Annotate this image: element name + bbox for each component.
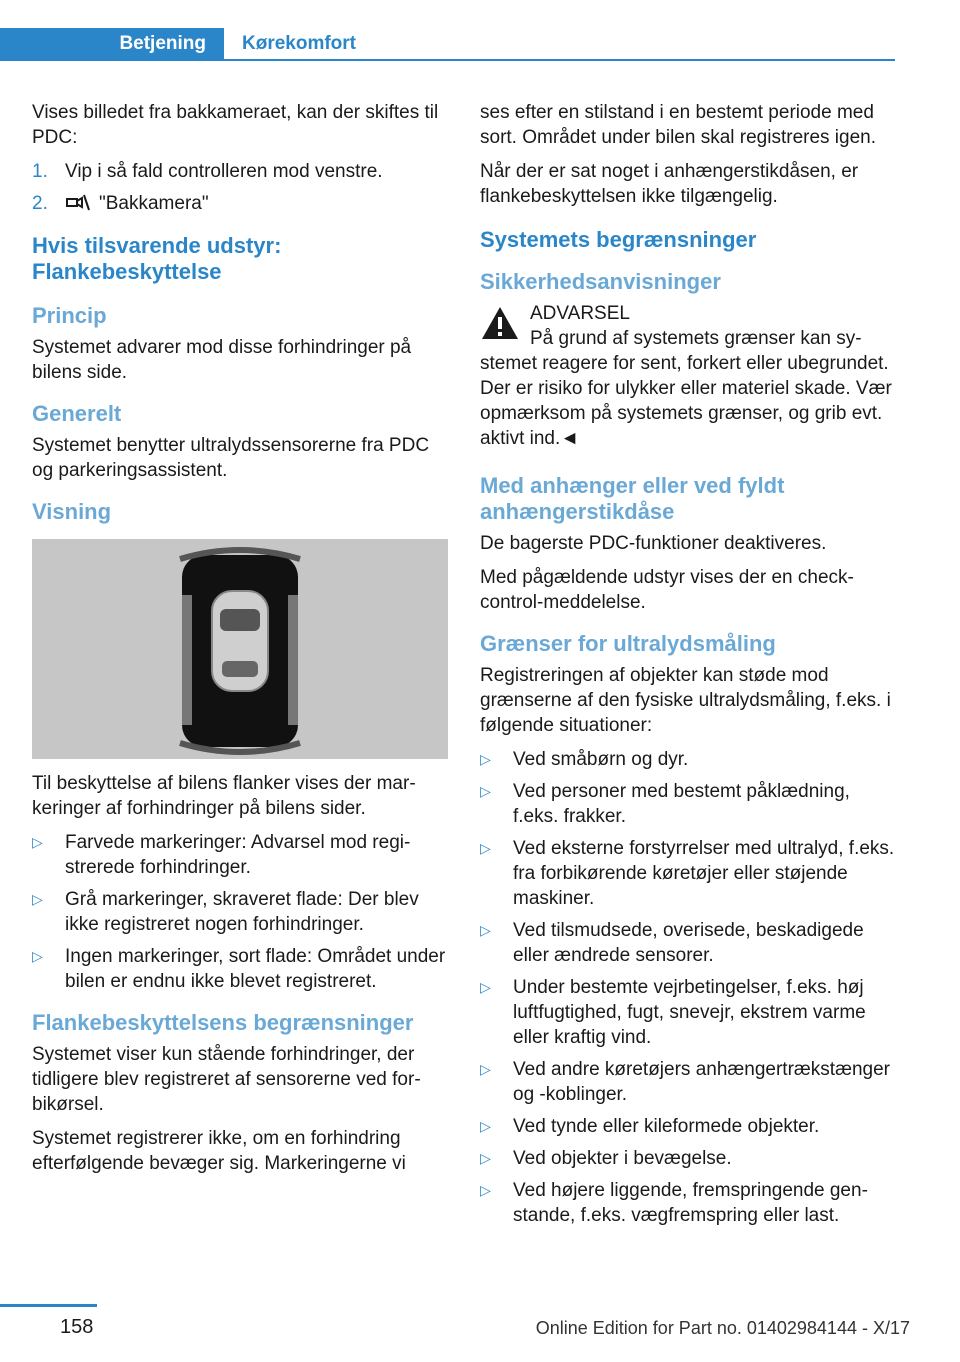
step-item bbox=[32, 159, 448, 184]
generelt-text: Systemet benytter ultralydssensorerne fra PDC og parkeringsassistent. bbox=[32, 435, 430, 481]
list-item bbox=[480, 1178, 896, 1228]
triangle-bullet-icon: ▷ bbox=[32, 834, 43, 850]
list-item bbox=[32, 830, 448, 880]
heading-systemets-begraensninger: Systemets begrænsninger bbox=[480, 227, 757, 252]
triangle-bullet-icon: ▷ bbox=[480, 979, 491, 995]
camera-icon bbox=[65, 192, 91, 219]
car-topview-illustration bbox=[32, 539, 448, 759]
list-item bbox=[480, 975, 896, 1050]
anh-text-1: De bagerste PDC-funktioner deaktiveres. bbox=[480, 533, 827, 554]
heading-generelt: Generelt bbox=[32, 401, 122, 426]
header-rule bbox=[0, 59, 895, 61]
list-item-text: Ingen markeringer, sort flade: Området under bilen er endnu ikke blevet registreret. bbox=[65, 946, 446, 992]
begr-text-2: Systemet registrerer ikke, om en forhindring efterfølgende bevæger sig. Markeringerne vi bbox=[32, 1128, 406, 1174]
list-item-text: Ved objekter i bevægelse. bbox=[513, 1148, 732, 1169]
list-item-text: Under bestemte vejrbetingelser, f.eks. høj luftfugtighed, fugt, snevejr, ekstrem varme eller kraftig vind. bbox=[513, 977, 866, 1048]
list-item bbox=[480, 747, 896, 772]
heading-visning: Visning bbox=[32, 499, 112, 524]
warning-text: På grund af systemets grænser kan systemet reagere for sent, forkert eller ubegrundet. Der er risiko for ulykker eller materiel skade. Vær opmærksom på systemets grænser, og grib evt. aktivt ind.◄ bbox=[480, 328, 892, 449]
list-item-text: Ved andre køretøjers anhængertrækstænger og -koblinger. bbox=[513, 1059, 891, 1105]
triangle-bullet-icon: ▷ bbox=[32, 891, 43, 907]
triangle-bullet-icon: ▷ bbox=[32, 948, 43, 964]
list-item-text: Farvede markeringer: Advarsel mod registrerede forhindringer. bbox=[65, 832, 411, 878]
list-item-text: Ved tynde eller kileformede objekter. bbox=[513, 1116, 820, 1137]
ultra-text: Registreringen af objekter kan støde mod grænserne af den fysiske ultralydsmåling, f.eks. i følgende situationer: bbox=[480, 665, 891, 736]
list-item-text: Grå markeringer, skraveret flade: Der blev ikke registreret nogen forhindringer. bbox=[65, 889, 419, 935]
heading-ultralyd: Grænser for ultralydsmåling bbox=[480, 631, 776, 656]
footer-rule bbox=[0, 1304, 97, 1307]
step-number: 2. bbox=[32, 193, 48, 214]
triangle-bullet-icon: ▷ bbox=[480, 922, 491, 938]
list-item bbox=[480, 836, 896, 911]
heading-sikkerhedsanvisninger: Sikkerhedsanvisninger bbox=[480, 269, 721, 294]
tab-betjening[interactable]: Betjening bbox=[0, 28, 224, 60]
list-item bbox=[32, 887, 448, 937]
warning-block bbox=[480, 301, 896, 326]
continued-text-1: ses efter en stilstand i en bestemt periode med sort. Området under bilen skal registreres igen. bbox=[480, 102, 877, 148]
edition-footer: Online Edition for Part no. 01402984144 - X/17 bbox=[535, 1318, 910, 1338]
triangle-bullet-icon: ▷ bbox=[480, 783, 491, 799]
visning-list bbox=[32, 830, 448, 994]
heading-flank-begraensninger: Flankebeskyttelsens begrænsninger bbox=[32, 1010, 414, 1035]
warning-title: ADVARSEL bbox=[530, 303, 630, 324]
warning-triangle-icon bbox=[480, 305, 520, 341]
list-item bbox=[480, 1146, 896, 1171]
list-item-text: Ved småbørn og dyr. bbox=[513, 749, 689, 770]
heading-princip: Princip bbox=[32, 303, 107, 328]
princip-text: Systemet advarer mod disse forhindringer på bilens side. bbox=[32, 337, 412, 383]
ultra-list bbox=[480, 747, 896, 1228]
list-item-text: Ved tilsmudsede, overisede, beskadigede eller ændrede sensorer. bbox=[513, 920, 864, 966]
chapter-tabs bbox=[0, 0, 895, 60]
triangle-bullet-icon: ▷ bbox=[480, 1150, 491, 1166]
begr-text-1: Systemet viser kun stående forhindringer, der tidligere blev registreret af sensorerne ved forbikørsel. bbox=[32, 1044, 421, 1115]
list-item-text: Ved højere liggende, fremspringende genstande, f.eks. vægfremspring eller last. bbox=[513, 1180, 868, 1226]
flank-protection-figure bbox=[32, 539, 448, 759]
steps-list bbox=[32, 159, 448, 219]
list-item-text: Ved personer med bestemt påklædning, f.eks. frakker. bbox=[513, 781, 850, 827]
step-number: 1. bbox=[32, 161, 48, 182]
left-column bbox=[32, 100, 448, 1185]
right-column bbox=[480, 100, 896, 1240]
list-item bbox=[480, 1057, 896, 1107]
triangle-bullet-icon: ▷ bbox=[480, 1182, 491, 1198]
tab-korekomfort[interactable]: Kørekomfort bbox=[242, 33, 357, 54]
continued-text-2: Når der er sat noget i anhængerstikdåsen, er flankebeskyttelsen ikke tilgængelig. bbox=[480, 161, 859, 207]
page-number: 158 bbox=[60, 1316, 94, 1338]
heading-anhaenger: Med anhænger eller ved fyldt anhængerstikdåse bbox=[480, 473, 785, 524]
list-item bbox=[480, 779, 896, 829]
list-item bbox=[480, 918, 896, 968]
list-item bbox=[480, 1114, 896, 1139]
visning-text: Til beskyttelse af bilens flanker vises der markeringer af forhindringer på bilens sider. bbox=[32, 773, 416, 819]
triangle-bullet-icon: ▷ bbox=[480, 1118, 491, 1134]
triangle-bullet-icon: ▷ bbox=[480, 840, 491, 856]
step-item bbox=[32, 191, 448, 219]
list-item-text: Ved eksterne forstyrrelser med ultralyd, f.eks. fra forbikørende køretøjer eller støjende maskiner. bbox=[513, 838, 895, 909]
heading-flankebeskyttelse: Hvis tilsvarende udstyr: Flankebeskyttelse bbox=[32, 233, 282, 284]
list-item bbox=[32, 944, 448, 994]
triangle-bullet-icon: ▷ bbox=[480, 1061, 491, 1077]
anh-text-2: Med pågældende udstyr vises der en check-control-meddelelse. bbox=[480, 567, 854, 613]
triangle-bullet-icon: ▷ bbox=[480, 751, 491, 767]
step-text: Vip i så fald controlleren mod venstre. bbox=[65, 161, 383, 182]
step-text: "Bakkamera" bbox=[99, 193, 209, 214]
intro-text: Vises billedet fra bakkameraet, kan der skiftes til PDC: bbox=[32, 102, 439, 148]
